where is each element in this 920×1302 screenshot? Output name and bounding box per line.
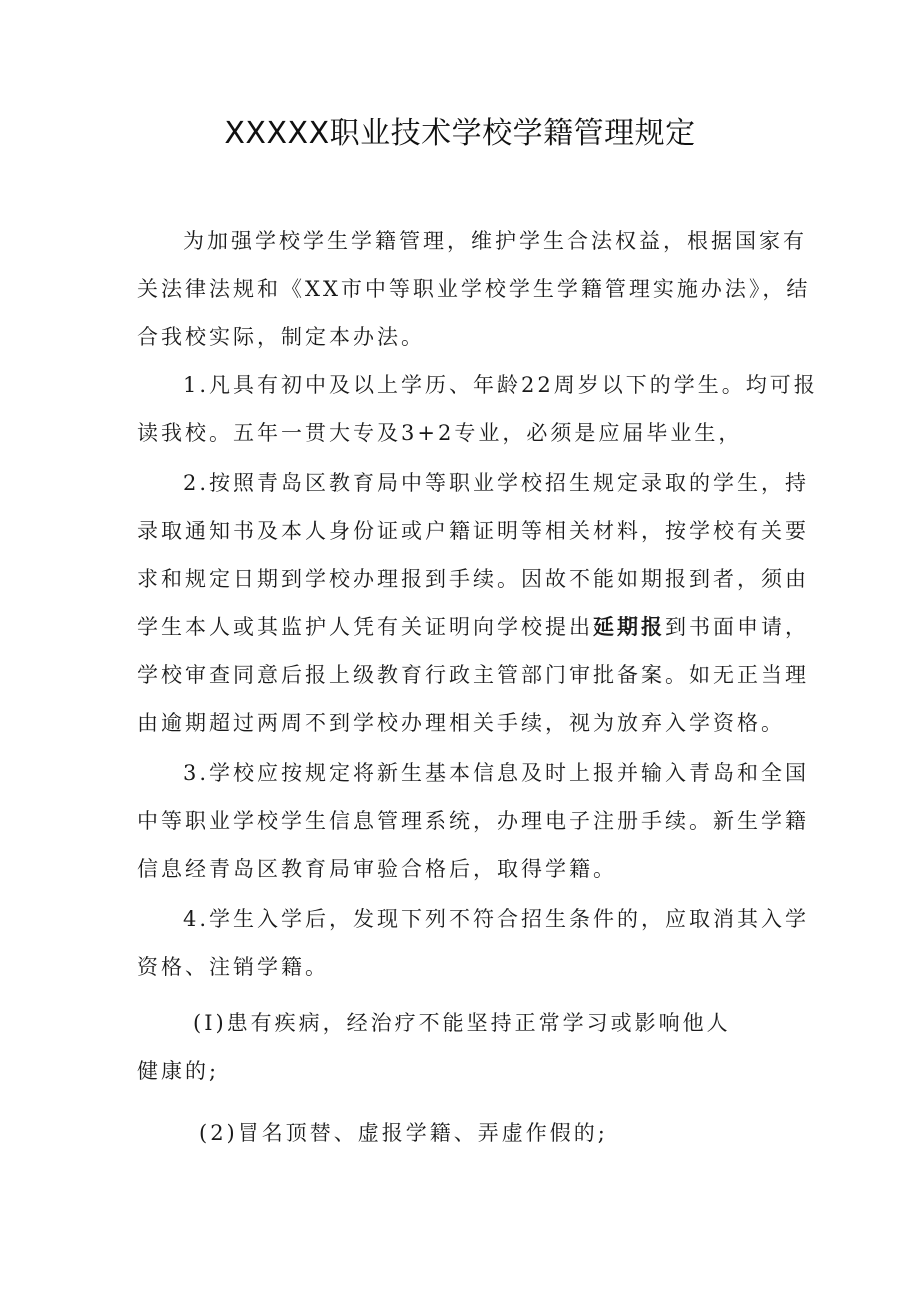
item-1-line-2: 读我校。五年一贯大专及3+2专业，必须是应届毕业生， [137, 421, 743, 445]
item-3-line-3: 信息经青岛区教育局审验合格后，取得学籍。 [137, 857, 617, 881]
item-2-line-4-part-a: 学生本人或其监护人凭有关证明向学校提出 [137, 615, 593, 639]
paragraph-intro-line-2: 关法律法规和《XX市中等职业学校学生学籍管理实施办法》，结 [137, 277, 811, 301]
paragraph-intro-line-3: 合我校实际，制定本办法。 [137, 325, 425, 349]
item-3-line-2: 中等职业学校学生信息管理系统，办理电子注册手续。新生学籍 [137, 809, 809, 833]
document-title: XXXXX职业技术学校学籍管理规定 [224, 116, 696, 151]
highlight-term: 延期报 [593, 614, 665, 639]
item-4-line-2: 资格、注销学籍。 [137, 955, 329, 979]
item-2-line-2: 录取通知书及本人身份证或户籍证明等相关材料，按学校有关要 [137, 519, 809, 543]
item-3-line-1: 3.学校应按规定将新生基本信息及时上报并输入青岛和全国 [183, 761, 810, 785]
sub-item-1-line-1: (I)患有疾病，经治疗不能坚持正常学习或影响他人 [193, 1011, 731, 1035]
sub-item-2-line-1: (2)冒名顶替、虚报学籍、弄虚作假的; [199, 1121, 608, 1145]
item-2-line-4 [137, 611, 809, 643]
item-1-line-1: 1.凡具有初中及以上学历、年龄22周岁以下的学生。均可报 [183, 373, 818, 397]
item-2-line-6: 由逾期超过两周不到学校办理相关手续，视为放弃入学资格。 [137, 711, 785, 735]
item-4-line-1: 4.学生入学后，发现下列不符合招生条件的，应取消其入学 [183, 907, 810, 931]
paragraph-intro-line-1: 为加强学校学生学籍管理，维护学生合法权益，根据国家有 [183, 229, 807, 253]
item-2-line-1: 2.按照青岛区教育局中等职业学校招生规定录取的学生，持 [183, 471, 810, 495]
item-2-line-4-part-b: 到书面申请， [665, 615, 809, 639]
sub-item-1-line-2: 健康的; [137, 1059, 220, 1083]
item-2-line-5: 学校审查同意后报上级教育行政主管部门审批备案。如无正当理 [137, 663, 809, 687]
item-2-line-3: 求和规定日期到学校办理报到手续。因故不能如期报到者，须由 [137, 567, 809, 591]
